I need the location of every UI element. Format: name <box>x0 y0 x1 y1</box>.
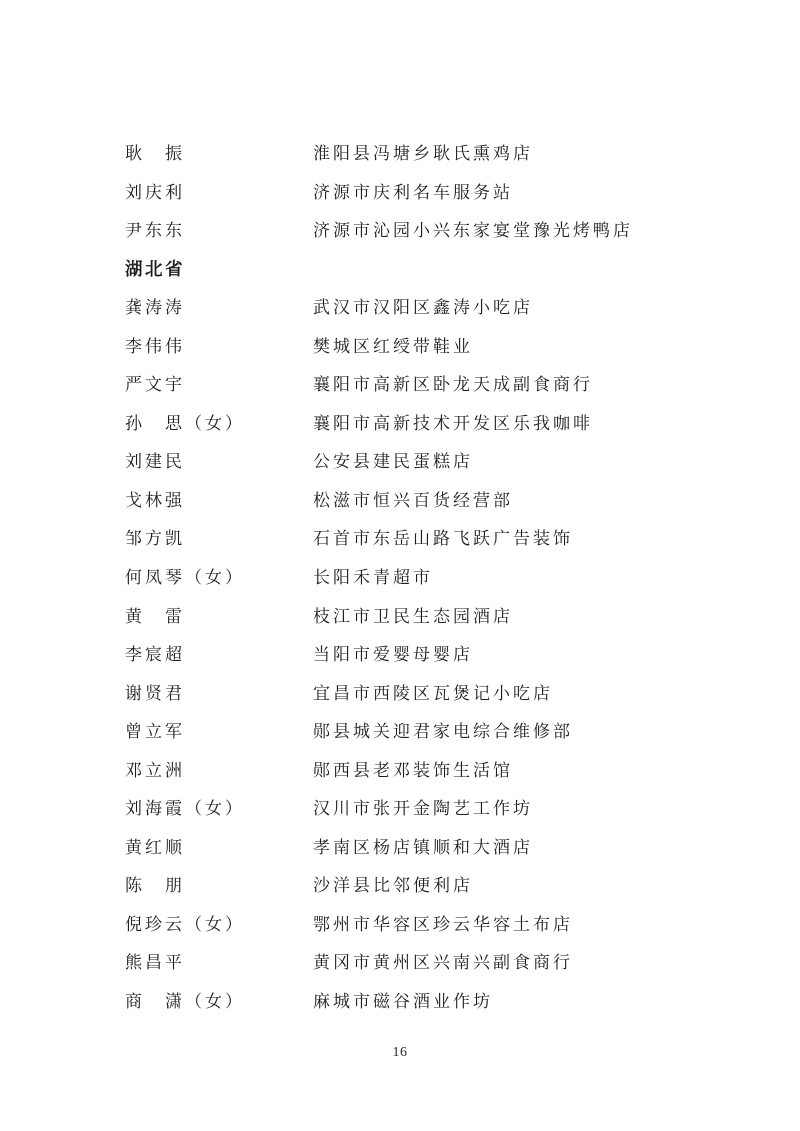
entry-name: 李伟伟 <box>125 336 185 356</box>
entry-name: 耿 振 <box>125 144 185 163</box>
table-row <box>125 451 740 490</box>
entry-organization: 济源市庆利名车服务站 <box>313 182 513 202</box>
entry-organization: 郧西县老邓装饰生活馆 <box>313 760 513 780</box>
table-row <box>125 374 740 413</box>
section-header-label: 湖北省 <box>125 258 185 279</box>
entry-organization: 武汉市汉阳区鑫涛小吃店 <box>313 298 533 318</box>
table-row <box>125 490 740 529</box>
entry-organization: 郧县城关迎君家电综合维修部 <box>313 722 573 742</box>
entry-organization: 襄阳市高新区卧龙天成副食商行 <box>313 375 593 395</box>
entry-organization: 黄冈市黄州区兴南兴副食商行 <box>313 953 573 973</box>
table-row <box>125 798 740 837</box>
table-row <box>125 220 740 259</box>
table-row <box>125 875 740 914</box>
entry-name: 倪珍云（女） <box>125 914 245 934</box>
entry-organization: 宜昌市西陵区瓦煲记小吃店 <box>313 683 553 703</box>
table-row <box>125 721 740 760</box>
entry-organization: 当阳市爱婴母婴店 <box>313 645 473 665</box>
entry-name: 尹东东 <box>125 221 185 241</box>
entry-organization: 沙洋县比邻便利店 <box>313 876 473 896</box>
page-number: 16 <box>392 1045 408 1060</box>
entry-organization: 孝南区杨店镇顺和大酒店 <box>313 837 533 857</box>
table-row <box>125 837 740 876</box>
table-row <box>125 567 740 606</box>
entry-organization: 鄂州市华容区珍云华容土布店 <box>313 914 573 934</box>
entry-name: 曾立军 <box>125 722 185 742</box>
entry-organization: 石首市东岳山路飞跃广告装饰 <box>313 529 573 549</box>
entry-name: 刘海霞（女） <box>125 799 245 819</box>
table-row <box>125 336 740 375</box>
entry-organization: 松滋市恒兴百货经营部 <box>313 490 513 510</box>
table-row <box>125 182 740 221</box>
entry-name: 熊昌平 <box>125 953 185 973</box>
table-row <box>125 528 740 567</box>
entry-name: 陈 朋 <box>125 876 185 896</box>
entry-name: 谢贤君 <box>125 683 185 703</box>
entry-organization: 枝江市卫民生态园酒店 <box>313 606 513 626</box>
table-row <box>125 606 740 645</box>
entry-name: 龚涛涛 <box>125 298 185 318</box>
table-row <box>125 413 740 452</box>
entry-organization: 襄阳市高新技术开发区乐我咖啡 <box>313 413 593 433</box>
entry-organization: 长阳禾青超市 <box>313 568 433 588</box>
entry-name: 何凤琴（女） <box>125 568 245 588</box>
table-row <box>125 297 740 336</box>
entry-name: 黄 雷 <box>125 606 185 626</box>
entry-name: 邹方凯 <box>125 529 185 549</box>
section-header-hubei <box>125 259 740 298</box>
entry-name: 刘庆利 <box>125 182 185 202</box>
entry-organization: 麻城市磁谷酒业作坊 <box>313 992 493 1012</box>
table-row <box>125 683 740 722</box>
table-row <box>125 143 740 182</box>
entries-list <box>125 143 740 1030</box>
entry-name: 李宸超 <box>125 645 185 665</box>
table-row <box>125 914 740 953</box>
table-row <box>125 644 740 683</box>
entry-name: 刘建民 <box>125 452 185 472</box>
entry-name: 戈林强 <box>125 490 185 510</box>
entry-name: 商 潇（女） <box>125 992 245 1012</box>
table-row <box>125 991 740 1030</box>
entry-organization: 公安县建民蛋糕店 <box>313 452 473 472</box>
table-row <box>125 760 740 799</box>
entry-organization: 汉川市张开金陶艺工作坊 <box>313 799 533 819</box>
entry-organization: 樊城区红绶带鞋业 <box>313 336 473 356</box>
entry-name: 严文宇 <box>125 375 185 395</box>
table-row <box>125 952 740 991</box>
entry-organization: 济源市沁园小兴东家宴堂豫光烤鸭店 <box>313 221 633 241</box>
entry-name: 邓立洲 <box>125 760 185 780</box>
entry-name: 孙 思（女） <box>125 413 245 433</box>
entry-name: 黄红顺 <box>125 837 185 857</box>
entry-organization: 淮阳县冯塘乡耿氏熏鸡店 <box>313 144 533 163</box>
